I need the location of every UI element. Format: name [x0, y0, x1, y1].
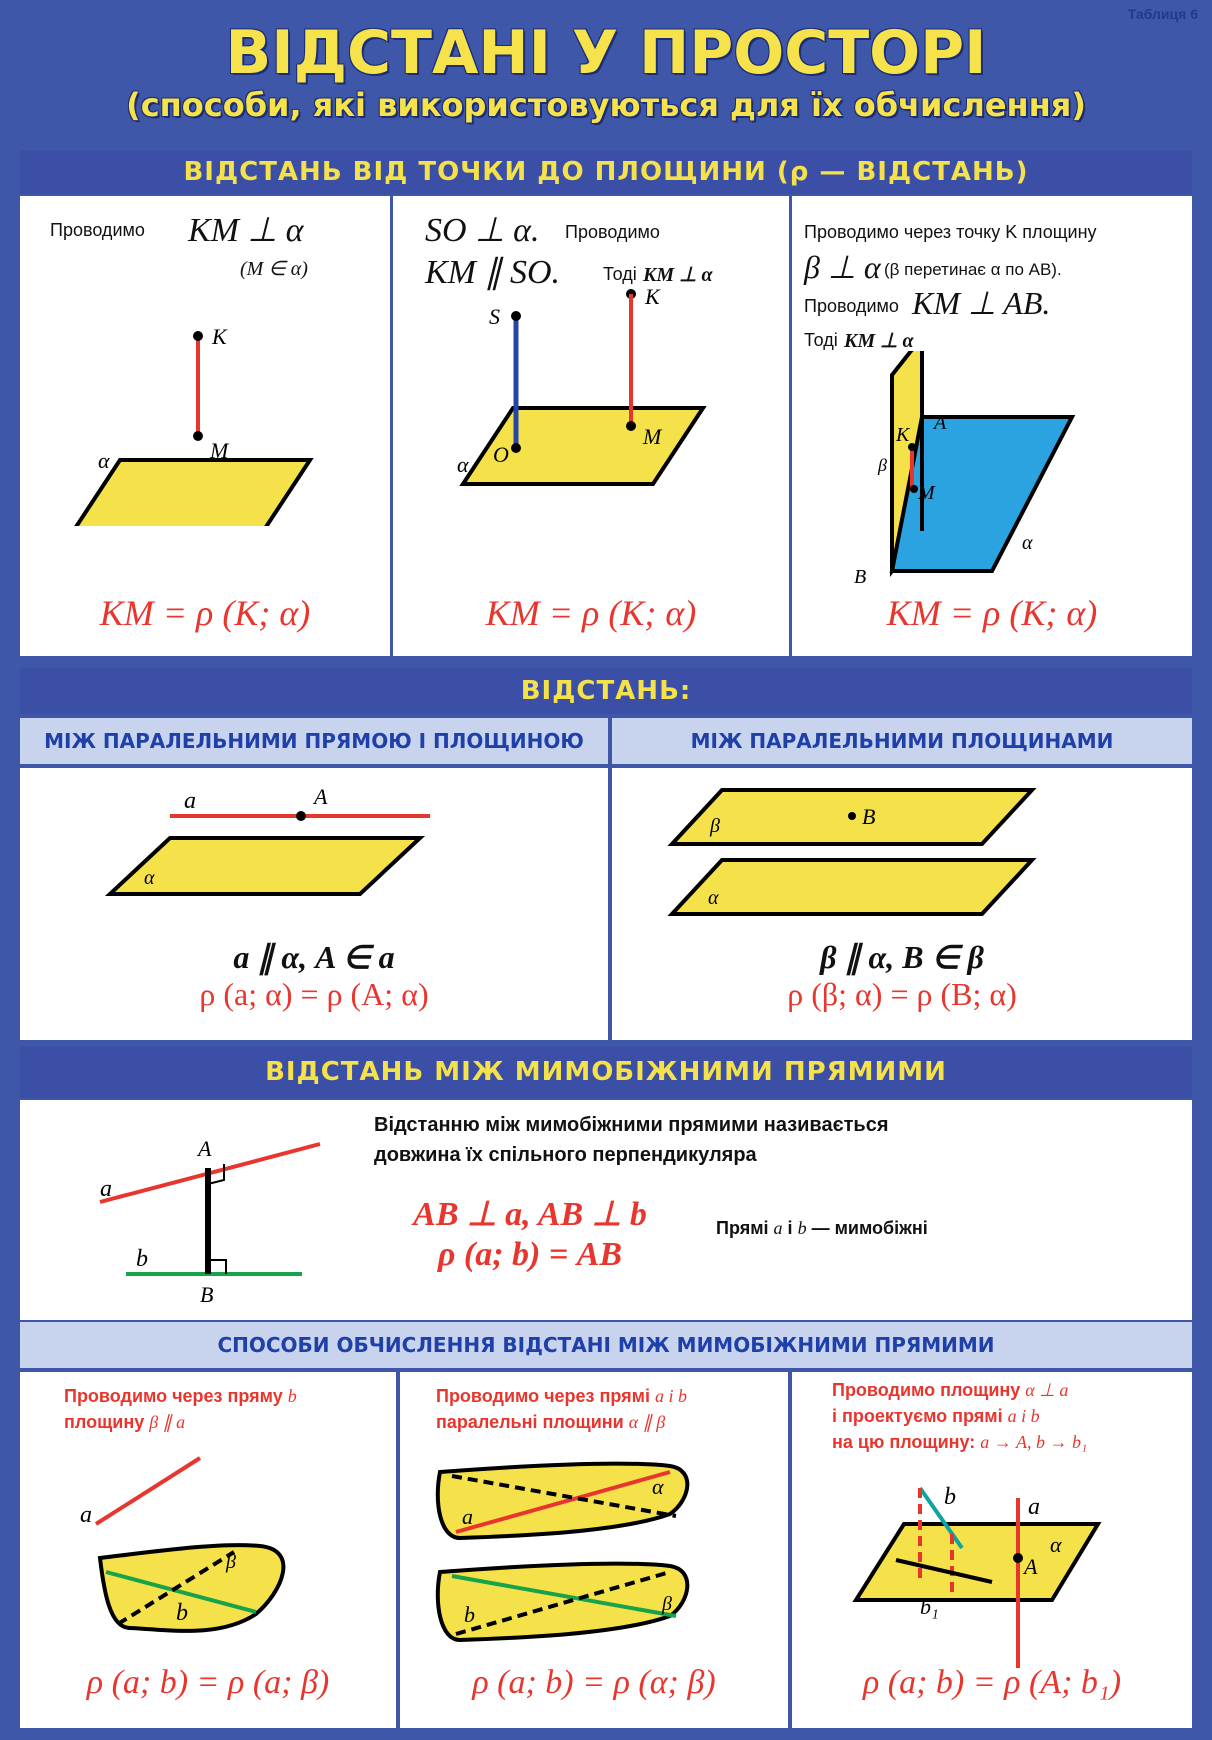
s4c1-line1	[64, 1386, 297, 1407]
section1-col2	[393, 196, 789, 656]
label-m: M	[918, 482, 935, 504]
point-A	[1013, 1553, 1023, 1563]
label-A: A	[198, 1136, 212, 1161]
s4c3-line2	[832, 1406, 1040, 1427]
label-beta: β	[226, 1551, 236, 1573]
s3-note-b: b	[797, 1218, 807, 1238]
s4c2-line2-expr: α ∥ β	[628, 1412, 666, 1432]
s1c2-expr2: KM ∥ SO.	[425, 254, 561, 291]
s1c2-lead: Проводимо	[565, 222, 660, 242]
s4c1-line2-expr: β ∥ a	[149, 1412, 186, 1432]
s1c1-formula: KM = ρ (K; α)	[99, 593, 311, 633]
plane-alpha	[110, 838, 420, 894]
s4c1-diagram	[20, 1442, 396, 1662]
label-alpha: α	[144, 867, 155, 889]
s1c1-diagram	[20, 286, 390, 526]
s4c3-line3-expr: a → A, b → b₁	[980, 1432, 1088, 1452]
s4c3-diagram	[792, 1458, 1192, 1668]
label-b: b	[944, 1484, 956, 1510]
s4c3-formula: ρ (a; b) = ρ (A; b₁)	[862, 1664, 1122, 1701]
section2-left-header: МІЖ ПАРАЛЕЛЬНИМИ ПРЯМОЮ І ПЛОЩИНОЮ	[20, 718, 608, 764]
s4c3-line1-text: Проводимо площину	[832, 1380, 1021, 1400]
point-B	[848, 812, 856, 820]
s1c3-line2-note: (β перетинає α по AB).	[884, 260, 1062, 279]
label-a: a	[1028, 1494, 1040, 1520]
label-m: M	[210, 438, 229, 463]
s4c2-formula: ρ (a; b) = ρ (α; β)	[472, 1664, 716, 1701]
s4c3-line3	[832, 1432, 1087, 1453]
s4c2-line2	[436, 1412, 665, 1433]
label-b: B	[854, 566, 867, 588]
s4c3-line2-expr: a і b	[1007, 1406, 1040, 1426]
section1-col1	[20, 196, 390, 656]
section4-col2	[400, 1372, 788, 1728]
s1c1-expr: KM ⊥ α	[188, 212, 304, 249]
s2l-diagram	[20, 768, 608, 908]
section4-col3	[792, 1372, 1192, 1728]
point-k	[193, 331, 203, 341]
label-k: K	[212, 324, 227, 349]
s3-definition-line2: довжина їх спільного перпендикуляра	[374, 1144, 757, 1166]
plane-alpha	[672, 860, 1032, 914]
label-s: S	[489, 304, 500, 329]
label-beta: β	[710, 815, 720, 837]
s2l-formula: ρ (a; α) = ρ (A; α)	[199, 976, 429, 1012]
s2r-diagram	[612, 768, 1192, 918]
s3-note-mid: і	[787, 1218, 793, 1238]
point-s	[511, 311, 521, 321]
page-title: ВІДСТАНІ У ПРОСТОРІ	[225, 18, 987, 88]
point-o	[511, 443, 521, 453]
s4c3-line2-text: і проектуємо прямі	[832, 1406, 1003, 1426]
label-A: A	[1024, 1554, 1038, 1579]
s3-condition: AB ⊥ a, AB ⊥ b	[413, 1196, 647, 1233]
s1c2-expr1: SO ⊥ α.	[425, 212, 540, 249]
s4c1-line2	[64, 1412, 185, 1433]
s1c3-tail-text: Тоді	[804, 330, 838, 350]
label-alpha: α	[652, 1474, 664, 1499]
section3-header: ВІДСТАНЬ МІЖ МИМОБІЖНИМИ ПРЯМИМИ	[20, 1046, 1192, 1098]
label-k: K	[645, 286, 660, 309]
section2-right-header: МІЖ ПАРАЛЕЛЬНИМИ ПЛОЩИНАМИ	[612, 718, 1192, 764]
s4c2-line1-expr: a і b	[654, 1386, 687, 1406]
section1-col3	[792, 196, 1192, 656]
s4c2-line1	[436, 1386, 687, 1407]
s3-definition-line1: Відстанню між мимобіжними прямими називається	[374, 1114, 889, 1136]
s1c3-formula: KM = ρ (K; α)	[886, 593, 1098, 633]
s1c2-tail-expr: KM ⊥ α	[643, 264, 713, 286]
label-m: M	[643, 424, 662, 449]
plane-alpha	[856, 1524, 1098, 1600]
label-alpha: α	[1050, 1532, 1062, 1557]
label-beta: β	[662, 1593, 672, 1615]
s1c2-diagram	[393, 286, 789, 526]
s4c1-line1-expr: b	[287, 1386, 297, 1406]
label-a: a	[80, 1502, 92, 1528]
point-m	[193, 431, 203, 441]
s1c3-tail-expr: KM ⊥ α	[844, 330, 914, 352]
label-k: K	[896, 424, 910, 446]
s4c3-line3-text: на цю площину:	[832, 1432, 976, 1452]
label-a: a	[462, 1504, 473, 1529]
s4c2-line2-text: паралельні площини	[436, 1412, 624, 1432]
label-o: O	[493, 442, 509, 467]
plane-beta	[100, 1545, 283, 1631]
s3-note-post: — мимобіжні	[811, 1218, 928, 1238]
s3-note-pre: Прямі	[716, 1218, 769, 1238]
label-B: B	[200, 1282, 214, 1307]
label-a: a	[184, 788, 196, 814]
s1c3-line2-expr: β ⊥ α	[804, 249, 881, 285]
page-subtitle: (способи, які використовуються для їх обчислення)	[126, 86, 1086, 124]
point-m	[626, 421, 636, 431]
label-a: A	[934, 412, 947, 434]
s1c3-diagram	[792, 351, 1192, 591]
s4c2-diagram	[400, 1442, 788, 1662]
s2r-condition: β ∥ α, B ∈ β	[820, 939, 984, 975]
label-beta: β	[878, 455, 887, 475]
label-alpha: α	[98, 448, 110, 473]
label-alpha: α	[1022, 532, 1033, 554]
s1c2-formula: KM = ρ (K; α)	[485, 593, 697, 633]
s3-note	[716, 1218, 928, 1239]
label-B: B	[862, 804, 876, 829]
section1-header: ВІДСТАНЬ ВІД ТОЧКИ ДО ПЛОЩИНИ (ρ — ВІДСТАНЬ)	[20, 150, 1192, 194]
s1c3-expr: KM ⊥ AB.	[912, 285, 1051, 321]
s1c1-lead: Проводимо	[50, 220, 145, 240]
section4-header: СПОСОБИ ОБЧИСЛЕННЯ ВІДСТАНІ МІЖ МИМОБІЖНИМИ ПРЯМИМИ	[20, 1322, 1192, 1368]
s4c2-line1-text: Проводимо через прямі	[436, 1386, 650, 1406]
s4c1-line2-text: площину	[64, 1412, 145, 1432]
s1c3-line1: Проводимо через точку K площину	[804, 222, 1097, 242]
table-tag: Таблиця 6	[1127, 6, 1198, 22]
label-A: A	[314, 784, 328, 809]
s4c3-line1	[832, 1380, 1068, 1401]
section3-panel	[20, 1100, 1192, 1320]
label-alpha: α	[457, 452, 469, 477]
point-A	[296, 811, 306, 821]
s3-formula: ρ (a; b) = AB	[437, 1236, 623, 1273]
label-alpha: α	[708, 887, 719, 909]
s2l-condition: a ∥ α, A ∈ a	[233, 939, 395, 975]
section4-col1	[20, 1372, 396, 1728]
s2r-formula: ρ (β; α) = ρ (B; α)	[787, 976, 1017, 1012]
s4c3-line1-expr: α ⊥ a	[1025, 1380, 1069, 1400]
s3-note-a: a	[773, 1218, 783, 1238]
line-a	[96, 1458, 200, 1524]
label-b: b	[136, 1246, 148, 1272]
s1c1-note: (M ∈ α)	[240, 258, 308, 280]
label-a: a	[100, 1176, 112, 1202]
s1c2-tail-text: Тоді	[603, 264, 637, 284]
s4c1-formula: ρ (a; b) = ρ (a; β)	[86, 1664, 330, 1701]
s1c3-lead: Проводимо	[804, 296, 899, 316]
section2-right-panel	[612, 768, 1192, 1040]
section2-header: ВІДСТАНЬ:	[20, 668, 1192, 714]
s3-diagram	[80, 1118, 340, 1308]
label-b: b	[464, 1602, 475, 1627]
section2-left-panel	[20, 768, 608, 1040]
s4c1-line1-text: Проводимо через пряму	[64, 1386, 283, 1406]
point-m	[910, 485, 918, 493]
label-b1: b₁	[920, 1594, 939, 1619]
label-b: b	[176, 1600, 188, 1626]
